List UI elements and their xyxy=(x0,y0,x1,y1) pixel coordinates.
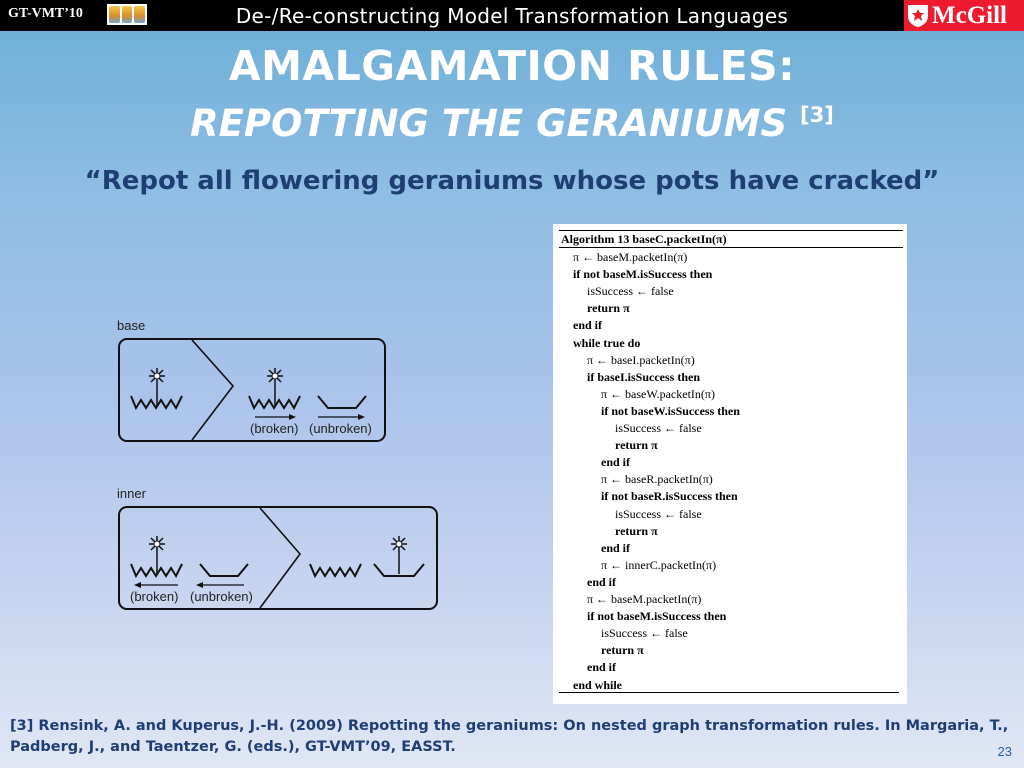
algorithm-line: π ← baseR.packetIn(π) xyxy=(601,472,713,487)
algorithm-header xyxy=(559,230,903,248)
inner-rule-graphic xyxy=(120,508,436,608)
algorithm-line: end if xyxy=(573,318,603,333)
slide-title: AMALGAMATION RULES: xyxy=(228,42,796,90)
reference-marker: [3] xyxy=(800,103,834,127)
page-number: 23 xyxy=(997,744,1012,759)
algorithm-line: end if xyxy=(587,574,617,589)
algorithm-line: π ← baseW.packetIn(π) xyxy=(601,386,715,401)
shield-icon xyxy=(907,4,929,28)
algorithm-line: isSuccess ← false xyxy=(601,626,688,641)
university-name: McGill xyxy=(932,1,1007,29)
slide-title-line2 xyxy=(0,102,1024,145)
algorithm-line: isSuccess ← false xyxy=(615,506,702,521)
algorithm-line: if not baseM.isSuccess then xyxy=(573,267,713,282)
base-rule-box xyxy=(118,338,386,442)
university-logo xyxy=(904,0,1024,31)
algorithm-line: π ← baseI.packetIn(π) xyxy=(587,352,695,367)
broken-label: (broken) xyxy=(130,589,179,604)
citation: [3] Rensink, A. and Kuperus, J.-H. (2009) Repotting the geraniums: On nested graph transformation rules. In Margaria, T., Padberg, J., and Taentzer, G. (eds.), GT-VMT’09, EASST. xyxy=(10,718,1009,755)
unbroken-label: (unbroken) xyxy=(309,421,372,436)
base-rule-label: base xyxy=(117,318,146,333)
algorithm-line: return π xyxy=(601,643,644,658)
algorithm-line: π ← baseM.packetIn(π) xyxy=(573,250,688,264)
algorithm-line: isSuccess ← false xyxy=(587,284,674,299)
algorithm-footer-rule xyxy=(559,692,899,693)
broken-label: (broken) xyxy=(250,421,299,436)
base-rule-graphic xyxy=(120,340,384,440)
header-bar xyxy=(0,0,1024,31)
algorithm-line: return π xyxy=(587,301,630,316)
algorithm-line: π ← innerC.packetIn(π) xyxy=(601,557,717,572)
algorithm-line: end if xyxy=(601,455,631,470)
algorithm-header-text: Algorithm 13 baseC.packetIn(π) xyxy=(561,232,727,246)
algorithm-line: end while xyxy=(573,677,623,692)
inner-rule-box xyxy=(118,506,438,610)
inner-rule-label: inner xyxy=(117,486,146,501)
algorithm-line: while true do xyxy=(573,335,641,350)
slide-subtitle: “Repot all flowering geraniums whose pots have cracked” xyxy=(84,166,940,196)
algorithm-line: if baseI.isSuccess then xyxy=(587,369,701,384)
conference-name: GT-VMT’10 xyxy=(8,6,83,21)
algorithm-line: if not baseR.isSuccess then xyxy=(601,489,738,504)
algorithm-line: end if xyxy=(601,540,631,555)
slide-title-text: REPOTTING THE GERANIUMS xyxy=(190,102,788,145)
broken-pot-icon xyxy=(310,564,361,576)
algorithm-listing xyxy=(553,224,907,704)
algorithm-line: if not baseW.isSuccess then xyxy=(601,403,740,418)
flower-icon xyxy=(391,536,407,574)
unbroken-label: (unbroken) xyxy=(190,589,253,604)
presentation-title: De-/Re-constructing Model Transformation Languages xyxy=(235,4,789,28)
unbroken-pot-icon xyxy=(200,564,248,576)
algorithm-line: end if xyxy=(587,660,617,675)
algorithm-line: if not baseM.isSuccess then xyxy=(587,609,727,624)
algorithm-line: return π xyxy=(615,438,658,453)
algorithm-line: return π xyxy=(615,523,658,538)
algorithm-line: π ← baseM.packetIn(π) xyxy=(587,592,702,606)
algorithm-line: isSuccess ← false xyxy=(615,421,702,435)
unbroken-pot-icon xyxy=(318,396,366,408)
